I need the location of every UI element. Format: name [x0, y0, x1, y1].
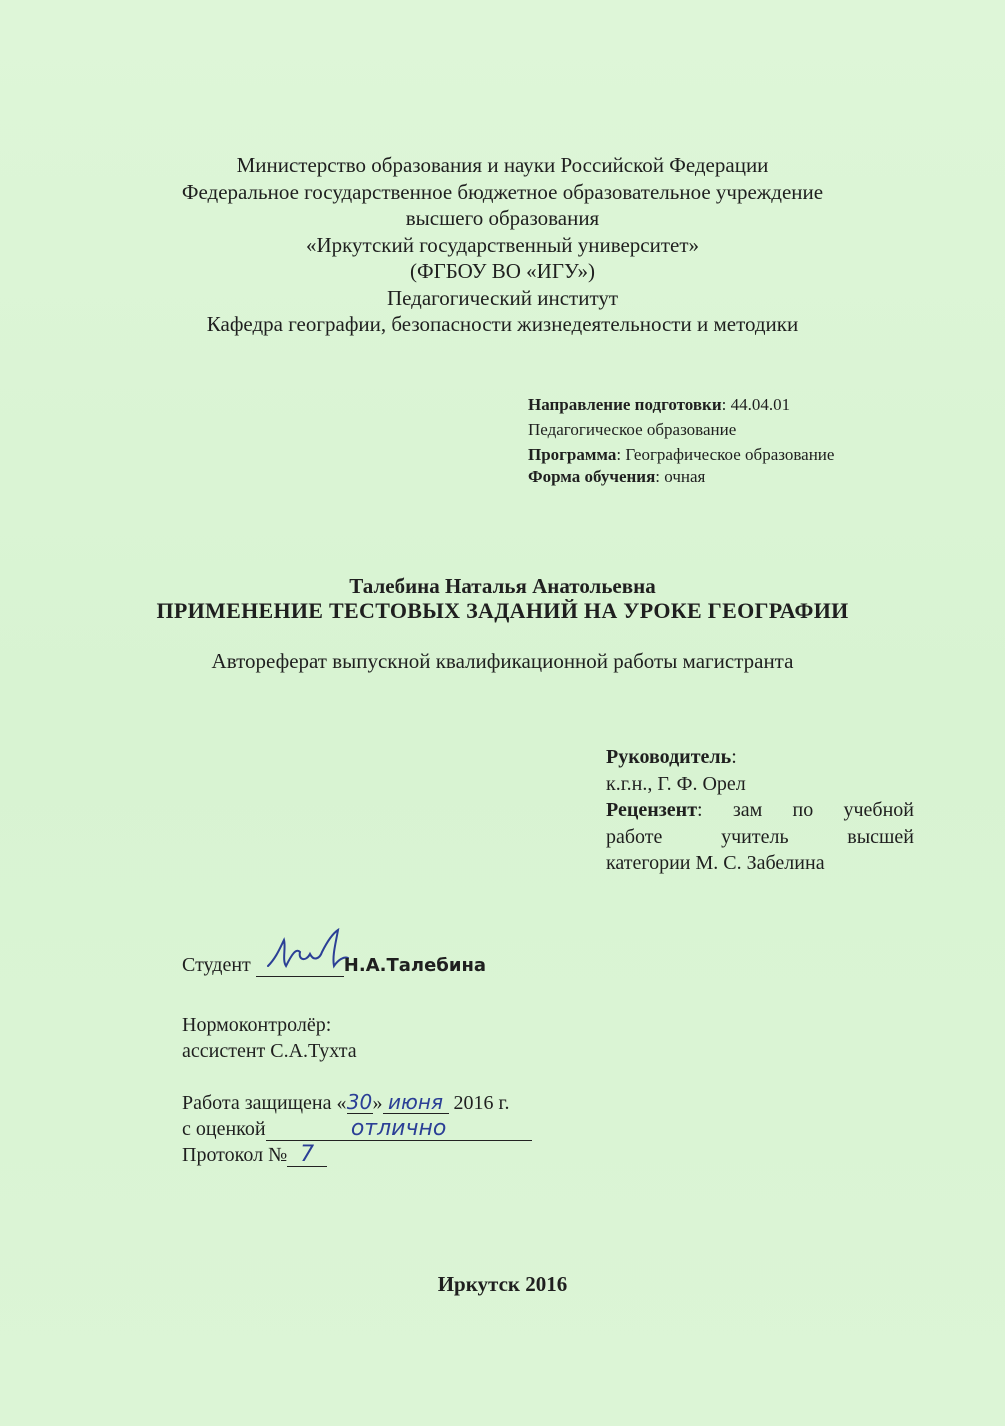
- defense-month: июня: [383, 1091, 449, 1114]
- supervisor-heading: [606, 744, 914, 771]
- defense-block: [182, 1090, 532, 1168]
- defense-day: 30: [346, 1090, 373, 1114]
- student-signature-row: [182, 952, 486, 979]
- defense-date-row: [182, 1090, 532, 1116]
- city-year: Иркутск 2016: [437, 1272, 568, 1296]
- grade-row: [182, 1116, 532, 1142]
- normocontroller-block: [182, 1012, 357, 1064]
- direction-value: : 44.04.01: [721, 395, 791, 414]
- normocontroller-name: ассистент С.А.Тухта: [182, 1040, 357, 1062]
- normocontroller-label: Нормоконтролёр:: [182, 1014, 332, 1036]
- author-name: Талебина Наталья Анатольевна: [349, 574, 656, 598]
- title-block: [0, 574, 1005, 674]
- program-row: [528, 442, 834, 467]
- defense-year: 2016 г.: [448, 1092, 510, 1114]
- work-title: ПРИМЕНЕНИЕ ТЕСТОВЫХ ЗАДАНИЙ НА УРОКЕ ГЕОГРАФИИ: [156, 598, 849, 623]
- direction-name: Педагогическое образование: [528, 420, 737, 439]
- student-signature-line: [256, 954, 344, 977]
- defense-quote-close: »: [372, 1092, 383, 1114]
- direction-row: [528, 392, 834, 417]
- defense-prefix: Работа защищена «: [182, 1092, 347, 1114]
- student-name: Н.А.Талебина: [343, 955, 487, 976]
- supervisor-label: Руководитель: [606, 746, 732, 768]
- study-form-row: [528, 467, 834, 487]
- study-form-value: : очная: [655, 467, 706, 486]
- program-label: Программа: [528, 445, 617, 464]
- reviewer-position-part-1: : зам по учебной: [697, 799, 914, 821]
- header-line-education-level: высшего образования: [405, 206, 600, 230]
- supervisor-name: к.г.н., Г. Ф. Орел: [606, 772, 746, 795]
- reviewer-line-1: [606, 797, 914, 824]
- header-line-department: Кафедра географии, безопасности жизнедеятельности и методики: [206, 312, 799, 336]
- student-label: Студент: [182, 954, 251, 976]
- protocol-row: [182, 1142, 532, 1168]
- supervisor-colon: :: [731, 746, 737, 768]
- grade-label: с оценкой: [182, 1118, 266, 1140]
- study-details: [528, 392, 834, 487]
- document-header: [0, 152, 1005, 338]
- header-line-ministry: Министерство образования и науки Российской Федерации: [236, 153, 769, 177]
- direction-label: Направление подготовки: [528, 395, 722, 414]
- reviewer-line-2: работе учитель высшей: [606, 825, 914, 848]
- header-line-institute: Педагогический институт: [386, 285, 619, 310]
- header-line-abbreviation: (ФГБОУ ВО «ИГУ»): [409, 259, 595, 283]
- reviewer-line-3: категории М. С. Забелина: [606, 852, 825, 874]
- header-line-institution-type: Федеральное государственное бюджетное образовательное учреждение: [181, 179, 824, 204]
- work-subtitle: Автореферат выпускной квалификационной работы магистранта: [211, 649, 794, 673]
- grade-value: отлично: [266, 1118, 532, 1141]
- protocol-label: Протокол №: [182, 1144, 288, 1166]
- header-line-university: «Иркутский государственный университет»: [305, 232, 700, 257]
- reviewer-label: Рецензент: [606, 799, 698, 821]
- program-value: : Географическое образование: [616, 445, 835, 464]
- study-form-label: Форма обучения: [528, 467, 656, 486]
- supervisor-block: [606, 744, 914, 877]
- protocol-number: 7: [287, 1144, 327, 1167]
